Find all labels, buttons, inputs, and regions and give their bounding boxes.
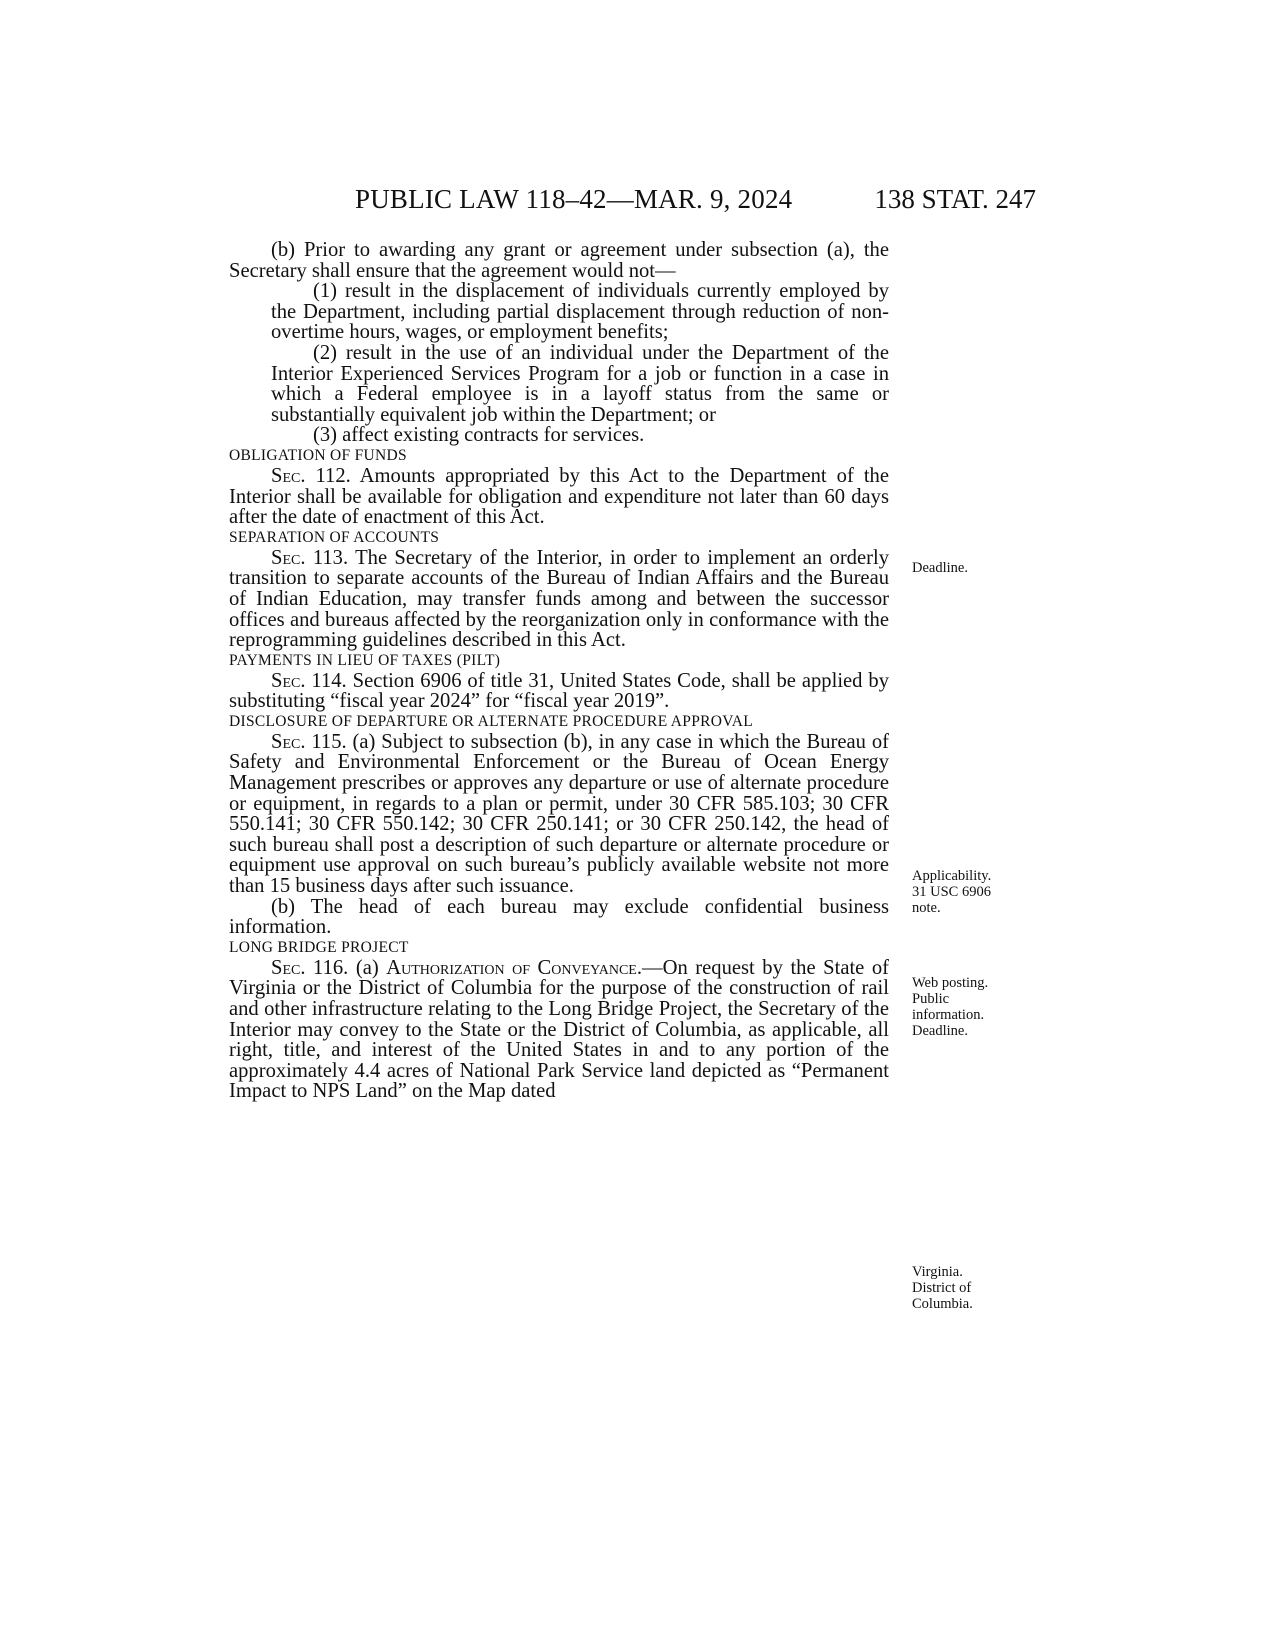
section-116-text: .—On request by the State of Virginia or the District of Columbia for the purpose of the construction of rail and other infrastructure relating to the Long Bridge Project, the Secretary of the Interior may convey to the State or the District of Columbia, as applicable, all right, title, and interest of the United States in and to any portion of the approximately 4.4 acres of National Park Service land depicted as “Permanent Impact to NPS Land” on the Map dated	[229, 956, 890, 1103]
margin-note-line: Deadline.	[912, 560, 968, 576]
margin-note-line: District of	[912, 1280, 972, 1296]
heading-long-bridge: LONG BRIDGE PROJECT	[229, 938, 409, 956]
margin-note-line: Virginia.	[912, 1264, 963, 1280]
subsection-heading: Authorization of Conveyance	[386, 956, 637, 979]
section-116	[229, 958, 889, 1102]
section-label: Sec.	[271, 464, 306, 487]
paragraph-3: (3) affect existing contracts for services.	[313, 424, 645, 447]
margin-note-line: Public	[912, 991, 950, 1007]
margin-note-line: Web posting.	[912, 975, 989, 991]
section-114	[229, 671, 889, 712]
section-label: Sec.	[271, 956, 306, 979]
paragraph-2: (2) result in the use of an individual under the Department of the Interior Experienced Services Program for a job or function in a case in which a Federal employee is in a layoff status from the same or substantially equivalent job within the Department; or	[271, 341, 889, 426]
section-112	[229, 466, 889, 528]
section-116-number: 116. (a)	[305, 956, 387, 979]
page-header	[0, 184, 1275, 224]
heading-obligation-of-funds: OBLIGATION OF FUNDS	[229, 446, 407, 464]
section-112-text: 112. Amounts appropriated by this Act to the Department of the Interior shall be available for obligation and expenditure not later than 60 days after the date of enactment of this Act.	[229, 464, 889, 529]
margin-note-116	[912, 1264, 1032, 1312]
section-115-b: (b) The head of each bureau may exclude confidential business information.	[229, 895, 889, 939]
margin-note-line: Columbia.	[912, 1296, 973, 1312]
section-label: Sec.	[271, 546, 306, 569]
document-body	[229, 240, 889, 1102]
margin-note-line: 31 USC 6906	[912, 884, 991, 900]
section-115	[229, 732, 889, 897]
statute-page-number: 138 STAT. 247	[874, 184, 1036, 214]
margin-note-line: note.	[912, 900, 941, 916]
section-114-text: 114. Section 6906 of title 31, United States Code, shall be applied by substituting “fiscal year 2024” for “fiscal year 2019”.	[229, 669, 889, 713]
section-113-text: 113. The Secretary of the Interior, in order to implement an orderly transition to separate accounts of the Bureau of Indian Affairs and the Bureau of Indian Education, may transfer funds among and between the successor offices and bureaus affected by the reorganization only in conformance with the reprogramming guidelines described in this Act.	[229, 546, 889, 652]
heading-separation-of-accounts: SEPARATION OF ACCOUNTS	[229, 528, 440, 546]
margin-note-114	[912, 868, 1032, 916]
section-label: Sec.	[271, 669, 306, 692]
paragraph-1: (1) result in the displacement of individuals currently employed by the Department, including partial displacement through reduction of non-overtime hours, wages, or employment benefits;	[271, 280, 889, 344]
heading-pilt: PAYMENTS IN LIEU OF TAXES (PILT)	[229, 651, 501, 669]
margin-note-115	[912, 975, 1032, 1039]
margin-note-line: information.	[912, 1007, 985, 1023]
margin-note-line: Applicability.	[912, 868, 992, 884]
margin-note-line: Deadline.	[912, 1023, 968, 1039]
margin-note-112	[912, 560, 1032, 576]
running-head-title: PUBLIC LAW 118–42—MAR. 9, 2024	[355, 184, 793, 214]
subsection-b-intro: (b) Prior to awarding any grant or agreement under subsection (a), the Secretary shall ensure that the agreement would not—	[229, 239, 889, 282]
section-115-text: 115. (a) Subject to subsection (b), in any case in which the Bureau of Safety and Environmental Enforcement or the Bureau of Ocean Energy Management prescribes or approves any departure or use of alternate procedure or equipment, in regards to a plan or permit, under 30 CFR 585.103; 30 CFR 550.141; 30 CFR 550.142; 30 CFR 250.141; or 30 CFR 250.142, the head of such bureau shall post a description of such departure or alternate procedure or equipment use approval on such bureau’s publicly available website not more than 15 business days after such issuance.	[229, 730, 889, 898]
section-113	[229, 548, 889, 651]
heading-disclosure: DISCLOSURE OF DEPARTURE OR ALTERNATE PROCEDURE APPROVAL	[229, 712, 754, 730]
section-label: Sec.	[271, 730, 306, 753]
